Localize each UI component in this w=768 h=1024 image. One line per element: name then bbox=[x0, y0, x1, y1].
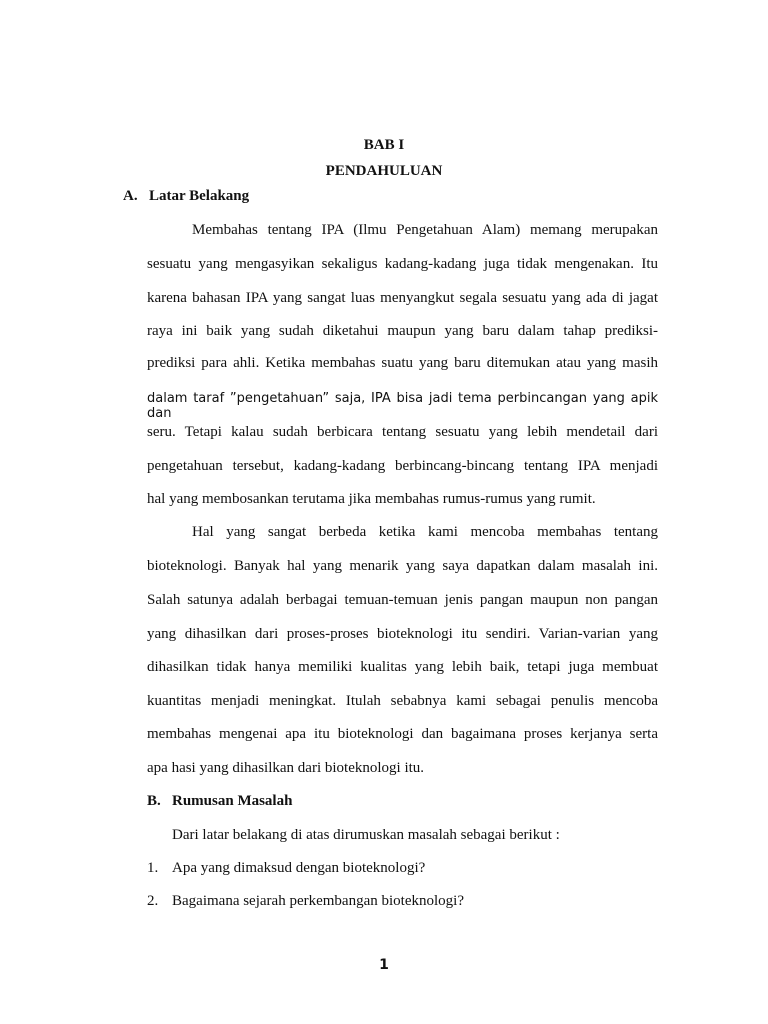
list-item-number: 2. bbox=[147, 893, 159, 909]
page-number: 1 bbox=[379, 957, 389, 973]
chapter-title: PENDAHULUAN bbox=[325, 163, 443, 179]
text-line: kuantitas menjadi meningkat. Itulah sebabnya kami sebagai penulis mencoba bbox=[147, 693, 658, 709]
text-line: seru. Tetapi kalau sudah berbicara tentang sesuatu yang lebih mendetail dari bbox=[147, 424, 658, 440]
text-line: prediksi para ahli. Ketika membahas suatu yang baru ditemukan atau yang masih bbox=[147, 355, 658, 371]
text-line-last: apa hasi yang dihasilkan dari bioteknologi itu. bbox=[147, 760, 425, 776]
text-line: dalam taraf ”pengetahuan” saja, IPA bisa jadi tema perbincangan yang apik dan bbox=[147, 391, 658, 421]
text-line: Hal yang sangat berbeda ketika kami mencoba membahas tentang bbox=[192, 524, 658, 540]
section-b-label: B. bbox=[147, 793, 161, 809]
text-line: yang dihasilkan dari proses-proses bioteknologi itu sendiri. Varian-varian yang bbox=[147, 626, 658, 642]
text-line: bioteknologi. Banyak hal yang menarik yang saya dapatkan dalam masalah ini. bbox=[147, 558, 658, 574]
list-item: Apa yang dimaksud dengan bioteknologi? bbox=[172, 860, 426, 876]
text-line: karena bahasan IPA yang sangat luas menyangkut segala sesuatu yang ada di jagat bbox=[147, 290, 658, 306]
text-line: Membahas tentang IPA (Ilmu Pengetahuan Alam) memang merupakan bbox=[192, 222, 658, 238]
text-line: Salah satunya adalah berbagai temuan-temuan jenis pangan maupun non pangan bbox=[147, 592, 658, 608]
list-item-number: 1. bbox=[147, 860, 159, 876]
text-line: dihasilkan tidak hanya memiliki kualitas yang lebih baik, tetapi juga membuat bbox=[147, 659, 658, 675]
text-line: raya ini baik yang sudah diketahui maupun yang baru dalam tahap prediksi- bbox=[147, 323, 658, 339]
section-b-title: Rumusan Masalah bbox=[172, 793, 293, 809]
section-a-title: Latar Belakang bbox=[149, 188, 250, 204]
chapter-label: BAB I bbox=[363, 137, 405, 153]
text-line: membahas mengenai apa itu bioteknologi dan bagaimana proses kerjanya serta bbox=[147, 726, 658, 742]
text-line: sesuatu yang mengasyikan sekaligus kadang-kadang juga tidak mengenakan. Itu bbox=[147, 256, 658, 272]
section-b-intro: Dari latar belakang di atas dirumuskan masalah sebagai berikut : bbox=[172, 827, 560, 843]
text-line-last: hal yang membosankan terutama jika membahas rumus-rumus yang rumit. bbox=[147, 491, 596, 507]
text-line: pengetahuan tersebut, kadang-kadang berbincang-bincang tentang IPA menjadi bbox=[147, 458, 658, 474]
list-item: Bagaimana sejarah perkembangan bioteknologi? bbox=[172, 893, 464, 909]
section-a-label: A. bbox=[123, 188, 138, 204]
